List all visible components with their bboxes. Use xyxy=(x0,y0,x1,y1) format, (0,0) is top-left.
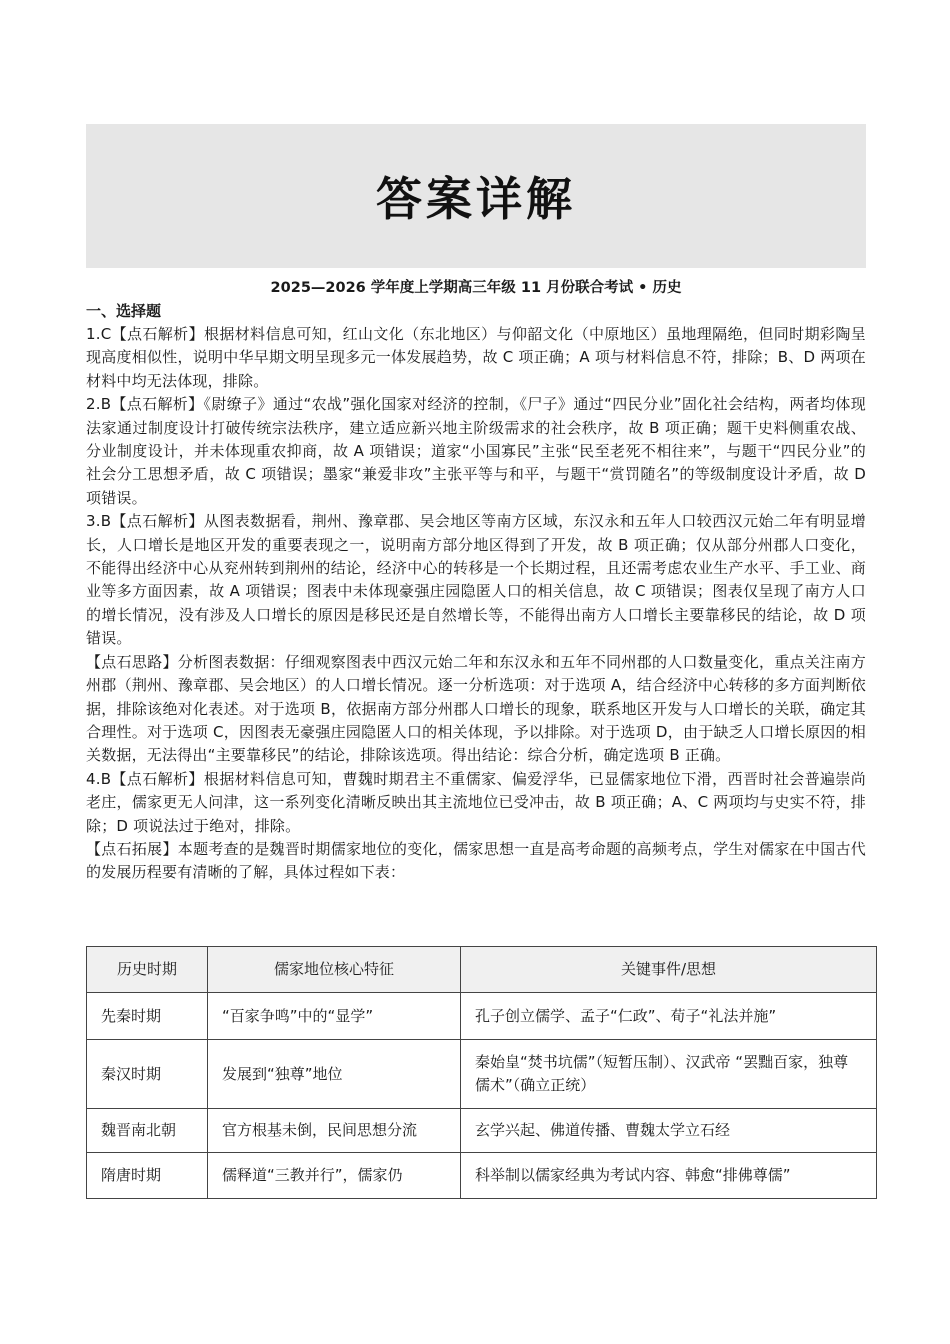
table-cell-events: 科举制以儒家经典为考试内容、韩愈“排佛尊儒” xyxy=(461,1153,877,1199)
table-header-status: 儒家地位核心特征 xyxy=(208,947,461,993)
table-cell-events: 秦始皇“焚书坑儒”（短暂压制）、汉武帝 “罢黜百家，独尊儒术”（确立正统） xyxy=(461,1040,877,1109)
table-row xyxy=(87,1040,877,1109)
answer-2: 2.B【点石解析】《尉缭子》通过“农战”强化国家对经济的控制，《尸子》通过“四民分业”固化社会结构，两者均体现法家通过制度设计打破传统宗法秩序，建立适应新兴地主阶级需求的社会秩序，故 B 项正确；题干史料侧重农战、分业制度设计，并未体现重农抑商，故 A 项错误；道家“小国寡民”主张“民至老死不相往来”，与题干“四民分业”的社会分工思想矛盾，故 C 项错误；墨家“兼爱非攻”主张平等与和平，与题干“赏罚随名”的等级制度设计矛盾，故 D 项错误。 xyxy=(86,395,866,507)
table-row xyxy=(87,1109,877,1153)
exam-subtitle: 2025—2026 学年度上学期高三年级 11 月份联合考试 • 历史 xyxy=(270,280,682,296)
table-cell-events: 玄学兴起、佛道传播、曹魏太学立石经 xyxy=(461,1109,877,1153)
table-cell-events: 孔子创立儒学、孟子“仁政”、荀子“礼法并施” xyxy=(461,993,877,1040)
table-cell-period: 魏晋南北朝 xyxy=(87,1109,208,1153)
table-row xyxy=(87,1153,877,1199)
table-row xyxy=(87,993,877,1040)
confucian-history-table xyxy=(86,946,877,1199)
answer-4: 4.B【点石解析】根据材料信息可知，曹魏时期君主不重儒家、偏爱浮华，已显儒家地位下滑，西晋时社会普遍崇尚老庄，儒家更无人问津，这一系列变化清晰反映出其主流地位已受冲击，故 B 项正确；A、C 两项均与史实不符，排除；D 项说法过于绝对，排除。 xyxy=(86,769,866,835)
table-cell-status: “百家争鸣”中的“显学” xyxy=(208,993,461,1040)
main-content xyxy=(86,276,866,885)
table-cell-period: 先秦时期 xyxy=(87,993,208,1040)
answer-1: 1.C【点石解析】根据材料信息可知，红山文化（东北地区）与仰韶文化（中原地区）虽地理隔绝，但同时期彩陶呈现高度相似性，说明中华早期文明呈现多元一体发展趋势，故 C 项正确；A 项与材料信息不符，排除；B、D 两项在材料中均无法体现，排除。 xyxy=(86,325,866,390)
answer-3-thinking: 【点石思路】分析图表数据：仔细观察图表中西汉元始二年和东汉永和五年不同州郡的人口数量变化，重点关注南方州郡（荆州、豫章郡、吴会地区）的人口增长情况。逐一分析选项：对于选项 A，结合经济中心转移的多方面判断依据，排除该绝对化表述。对于选项 B，依据南方部分州郡人口增长的现象，联系地区开发与人口增长的关联，确定其合理性。对于选项 C，因图表无豪强庄园隐匿人口的相关体现，予以排除。对于选项 D，由于缺乏人口增长原因的相关数据，无法得出“主要靠移民”的结论，排除该选项。得出结论：综合分析，确定选项 B 正确。 xyxy=(86,652,866,765)
table-cell-period: 秦汉时期 xyxy=(87,1040,208,1109)
table-cell-status: 发展到“独尊”地位 xyxy=(208,1040,461,1109)
table-header-row xyxy=(87,947,877,993)
table-cell-period: 隋唐时期 xyxy=(87,1153,208,1199)
answer-4-extension: 【点石拓展】本题考查的是魏晋时期儒家地位的变化，儒家思想一直是高考命题的高频考点，学生对儒家在中国古代的发展历程要有清晰的了解，具体过程如下表： xyxy=(86,839,866,882)
table-header-period: 历史时期 xyxy=(87,947,208,993)
page-title: 答案详解 xyxy=(376,172,576,226)
table-cell-status: 儒释道“三教并行”，儒家仍 xyxy=(208,1153,461,1199)
answer-3: 3.B【点石解析】从图表数据看，荆州、豫章郡、吴会地区等南方区域，东汉永和五年人口较西汉元始二年有明显增长，人口增长是地区开发的重要表现之一，说明南方部分地区得到了开发，故 B 项正确；仅从部分州郡人口变化，不能得出经济中心从兖州转到荆州的结论，经济中心的转移是一个长期过程，且还需考虑农业生产水平、手工业、商业等多方面因素，故 A 项错误；图表中未体现豪强庄园隐匿人口的相关信息，故 C 项错误；图表仅呈现了南方人口的增长情况，没有涉及人口增长的原因是移民还是自然增长等，不能得出南方人口增长主要靠移民的结论，故 D 项错误。 xyxy=(86,512,866,648)
table-header-events: 关键事件/思想 xyxy=(461,947,877,993)
title-banner xyxy=(86,124,866,268)
table-cell-status: 官方根基未倒，民间思想分流 xyxy=(208,1109,461,1153)
section-heading: 一、选择题 xyxy=(86,302,162,320)
